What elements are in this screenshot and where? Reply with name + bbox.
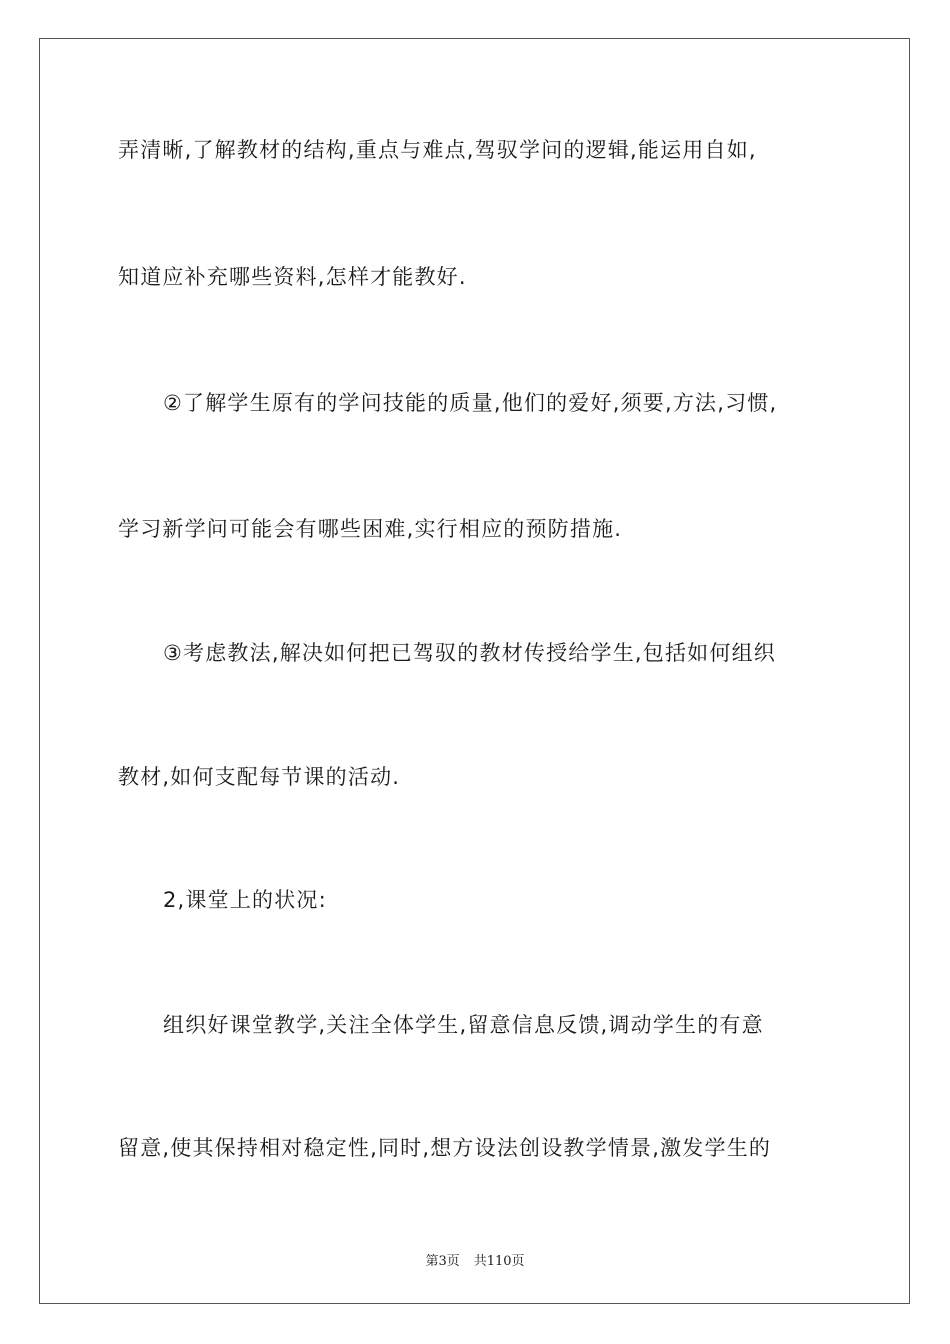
paragraph-line-5: ③考虑教法,解决如何把已驾驭的教材传授给学生,包括如何组织 [163, 641, 776, 665]
total-pages: 共110页 [473, 1254, 525, 1269]
paragraph-line-7: 组织好课堂教学,关注全体学生,留意信息反馈,调动学生的有意 [163, 1013, 764, 1037]
page-number: 第3页 [425, 1254, 460, 1269]
paragraph-line-6: 教材,如何支配每节课的活动. [118, 765, 401, 789]
paragraph-line-4: 学习新学问可能会有哪些困难,实行相应的预防措施. [118, 517, 623, 541]
section-heading: 2,课堂上的状况: [163, 888, 327, 912]
paragraph-line-1: 弄清晰,了解教材的结构,重点与难点,驾驭学问的逻辑,能运用自如, [118, 138, 757, 162]
paragraph-line-2: 知道应补充哪些资料,怎样才能教好. [118, 265, 467, 289]
paragraph-line-3: ②了解学生原有的学问技能的质量,他们的爱好,须要,方法,习惯, [163, 391, 778, 415]
paragraph-line-8: 留意,使其保持相对稳定性,同时,想方设法创设教学情景,激发学生的 [118, 1136, 772, 1160]
page-footer [0, 1250, 950, 1269]
page-border [39, 38, 910, 1304]
